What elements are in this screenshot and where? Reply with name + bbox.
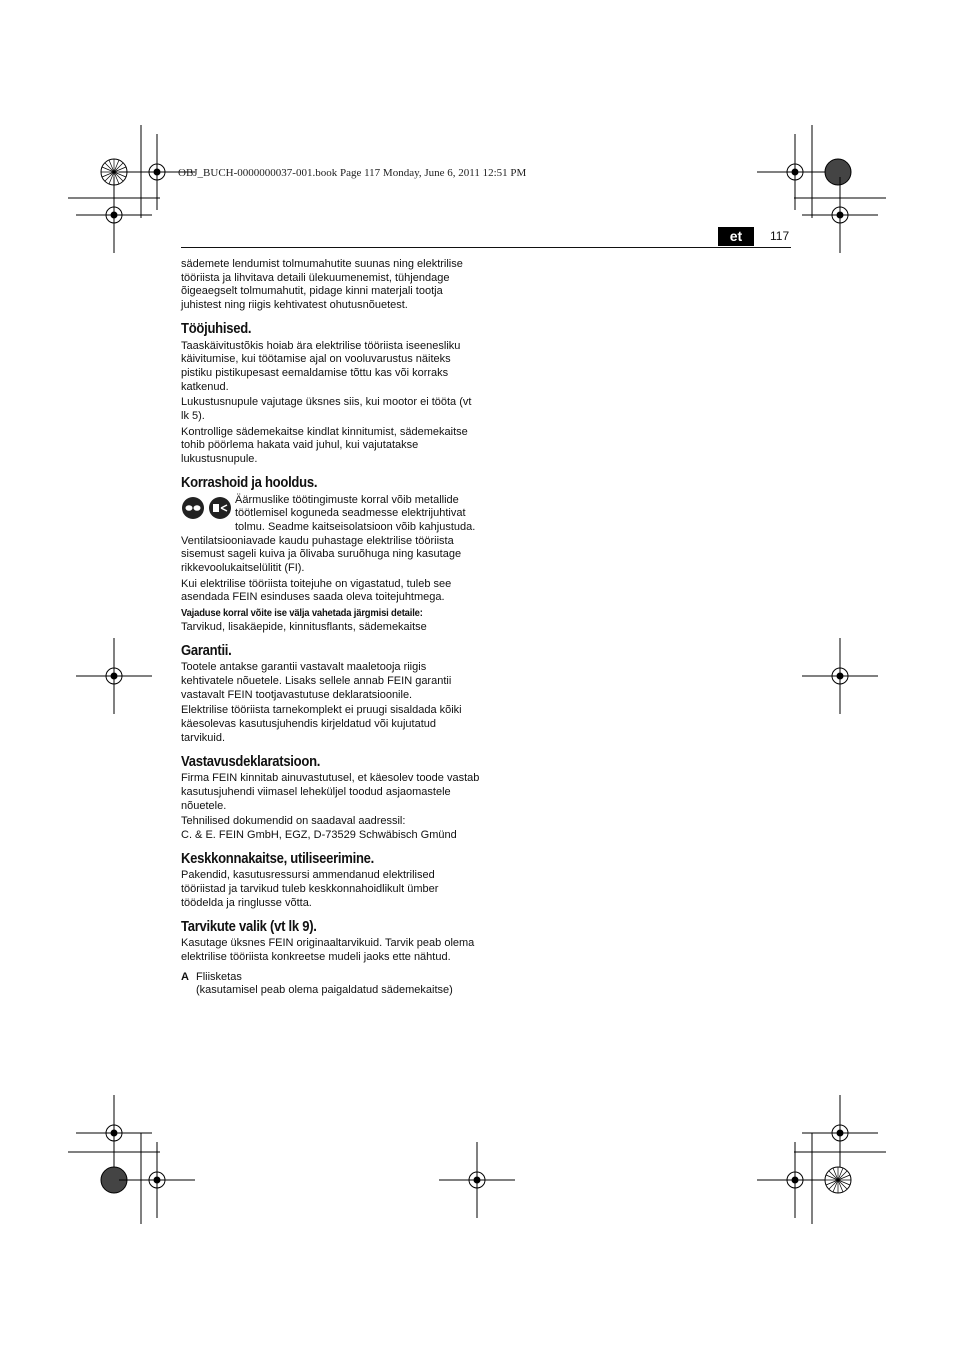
warranty-paragraph-2: Elektrilise tööriista tarnekomplekt ei pruugi sisaldada kõiki käesolevas kasutusjuhendis kirjeldatud või kujutatud tarvikuid. [181, 704, 462, 744]
maintenance-replaceable-parts-heading: Vajaduse korral võite ise välja vahetada järgmisi detaile: [181, 607, 423, 620]
intro-paragraph: sädemete lendumist tolmumahutite suunas ning elektrilise tööriista ja lihvitava detaili ülekuumenemist, tühjendage õigeaegselt tolmumahutit, pidage kinni materjali tootja juhistest ning riigis kehtivatest ohutusnõuetest. [181, 258, 463, 312]
environment-paragraph-1: Pakendid, kasutusressursi ammendanud elektrilised tööriistad ja tarvikud tuleb keskkonnahoidlikult ümber töödelda ja ringlusse võtta. [181, 869, 439, 909]
conformity-address: C. & E. FEIN GmbH, EGZ, D-73529 Schwäbisch Gmünd [181, 829, 457, 842]
section-title-work: Tööjuhised. [181, 320, 252, 337]
text-column [181, 258, 481, 998]
accessory-item-name: Fliisketas [196, 970, 242, 983]
work-paragraph-1: Taaskäivitustõkis hoiab ära elektrilise tööriista iseenesliku käivitumise, kui töötamise ajal on vooluvarustus näiteks pistiku pistikupesast eemaldamise tõttu kas või korraks katkenud. [181, 339, 461, 393]
maintenance-paragraph-2: Kui elektrilise tööriista toitejuhe on vigastatud, tuleb see asendada FEIN esinduses saada oleva toitejuhtmega. [181, 577, 452, 604]
safety-goggles-icon [181, 496, 205, 520]
dust-mask-icon [208, 496, 232, 520]
accessories-paragraph-1: Kasutage üksnes FEIN originaaltarvikuid. Tarvik peab olema elektrilise tööriista konkreetse mudeli jaoks ette nähtud. [181, 937, 475, 963]
work-paragraph-3: Kontrollige sädemekaitse kindlat kinnitumist, sädemekaitse tohib pöörlema hakata vaid juhul, kui vajutatakse lukustusnupule. [181, 425, 468, 466]
maintenance-replaceable-parts: Tarvikud, lisakäepide, kinnitusflants, sädemekaitse [181, 620, 427, 633]
page-number: 117 [770, 229, 790, 243]
section-title-environment: Keskkonnakaitse, utiliseerimine. [181, 850, 375, 867]
header-rule [181, 247, 791, 248]
accessory-item-letter: A [181, 970, 189, 983]
section-title-warranty: Garantii. [181, 642, 232, 659]
section-title-accessories: Tarvikute valik (vt lk 9). [181, 918, 317, 935]
conformity-paragraph-2: Tehnilised dokumendid on saadaval aadressil: [181, 815, 406, 828]
accessory-item [181, 971, 481, 998]
section-title-conformity: Vastavusdeklaratsioon. [181, 753, 321, 770]
warning-icons [181, 494, 233, 522]
print-slug: OBJ_BUCH-0000000037-001.book Page 117 Monday, June 6, 2011 12:51 PM [178, 167, 527, 179]
conformity-paragraph-1: Firma FEIN kinnitab ainuvastutusel, et käesolev toode vastab kasutusjuhendi viimasel leheküljel toodud asjaomastele nõuetele. [181, 772, 480, 812]
work-paragraph-2: Lukustusnupule vajutage üksnes siis, kui mootor ei tööta (vt lk 5). [181, 396, 472, 423]
accessory-item-note: (kasutamisel peab olema paigaldatud sädemekaitse) [196, 984, 453, 997]
maintenance-paragraph-1: Äärmuslike töötingimuste korral võib metallide töötlemisel koguneda seadmesse elektrijuhtivat tolmu. Seadme kaitseisolatsioon võib kahjustuda. Ventilatsiooniavade kaudu puhastage elektrilise tööriista sisemust sageli kuiva ja õlivaba suruõhuga ning kasutage rikkevoolukaitselülitit (FI). [181, 493, 476, 575]
language-tab: et [718, 227, 754, 246]
section-title-maintenance: Korrashoid ja hooldus. [181, 474, 318, 491]
warranty-paragraph-1: Tootele antakse garantii vastavalt maaletooja riigis kehtivatele nõuetele. Lisaks sellele annab FEIN garantii vastavalt FEIN tootjavastutuse deklaratsioonile. [181, 661, 452, 701]
